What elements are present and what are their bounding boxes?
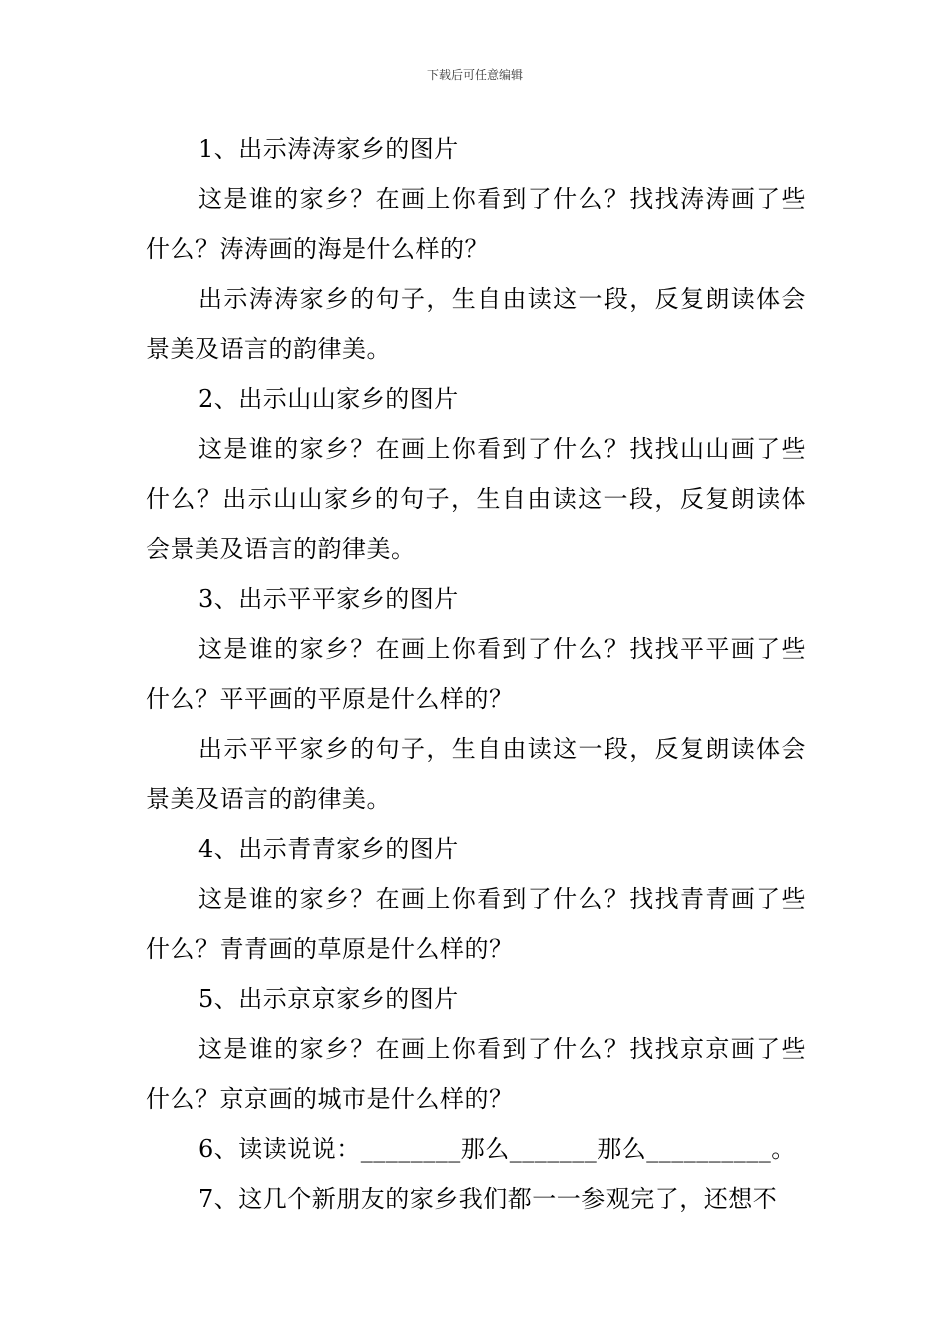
paragraph-step-6-fill-blank: 6、读读说说：________那么_______那么__________。 xyxy=(198,1135,796,1163)
page-header: 下载后可任意编辑 xyxy=(426,68,523,82)
paragraph-step-5-questions: 这是谁的家乡？在画上你看到了什么？找找京京画了些什么？京京画的城市是什么样的？ xyxy=(146,1035,806,1113)
paragraph-step-4-questions: 这是谁的家乡？在画上你看到了什么？找找青青画了些什么？青青画的草原是什么样的？ xyxy=(146,885,806,963)
paragraph-step-3-reading: 出示平平家乡的句子，生自由读这一段，反复朗读体会景美及语言的韵律美。 xyxy=(146,735,806,813)
paragraph-step-4-title: 4、出示青青家乡的图片 xyxy=(198,835,459,863)
paragraph-step-2-questions: 这是谁的家乡？在画上你看到了什么？找找山山画了些什么？出示山山家乡的句子，生自由读这一段，反复朗读体会景美及语言的韵律美。 xyxy=(146,435,806,563)
paragraph-step-3-title: 3、出示平平家乡的图片 xyxy=(198,585,459,613)
paragraph-step-1-title: 1、出示涛涛家乡的图片 xyxy=(198,135,459,163)
paragraph-step-3-questions: 这是谁的家乡？在画上你看到了什么？找找平平画了些什么？平平画的平原是什么样的？ xyxy=(146,635,806,713)
paragraph-step-2-title: 2、出示山山家乡的图片 xyxy=(198,385,459,413)
paragraph-step-5-title: 5、出示京京家乡的图片 xyxy=(198,985,459,1013)
paragraph-step-1-reading: 出示涛涛家乡的句子，生自由读这一段，反复朗读体会景美及语言的韵律美。 xyxy=(146,285,806,363)
paragraph-step-7: 7、这几个新朋友的家乡我们都一一参观完了，还想不 xyxy=(198,1185,778,1213)
paragraph-step-1-questions: 这是谁的家乡？在画上你看到了什么？找找涛涛画了些什么？涛涛画的海是什么样的？ xyxy=(146,185,806,263)
document-body xyxy=(146,124,806,1224)
